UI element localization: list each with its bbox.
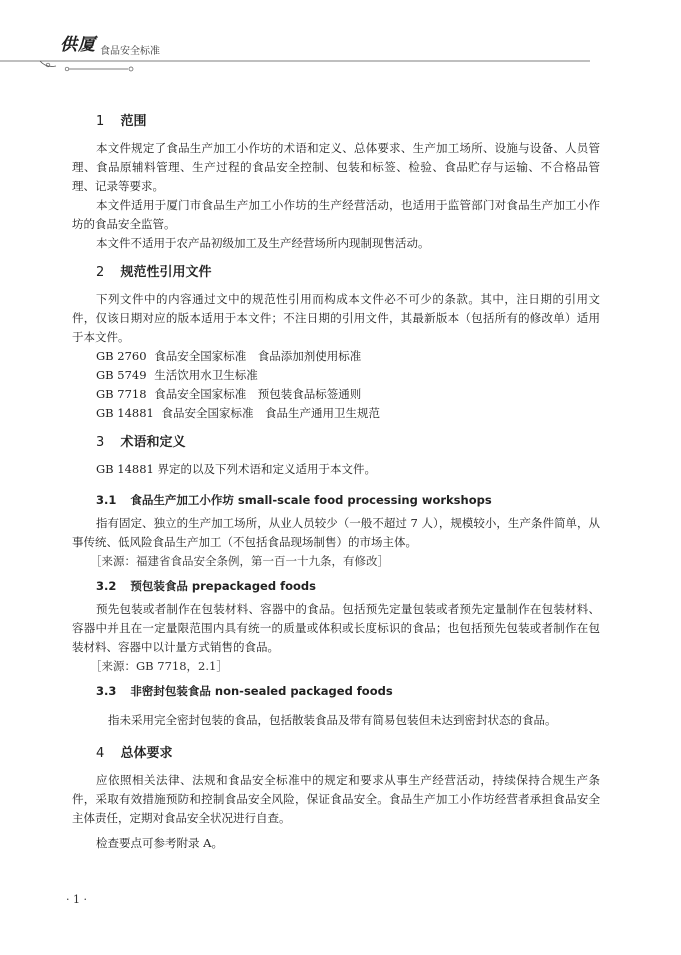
term-definition: 指未采用完全密封包装的食品，包括散装食品及带有简易包装但未达到密封状态的食品。 [108,713,557,727]
paragraph: 本文件不适用于农产品初级加工及生产经营场所内现制现售活动。 [96,236,430,250]
reference-title: 食品安全国家标准 预包装食品标签通则 [154,387,362,401]
reference-code: GB 14881 [96,406,154,420]
section-number: 1 [96,114,105,129]
reference-item [96,347,600,366]
term-source: ［来源：福建省食品安全条例，第一百一十九条，有修改］ [90,554,389,568]
section-heading-scope [96,112,600,131]
term-title: 非密封包装食品 non-sealed packaged foods [130,684,393,698]
document-body [72,112,600,853]
term-heading [96,577,600,596]
reference-title: 食品安全国家标准 食品添加剂使用标准 [154,349,362,363]
header-ornament-line [0,58,681,78]
term-definition: 指有固定、独立的生产加工场所，从业人员较少（一般不超过 7 人），规模较小，生产条件简单，从事传统、低风险食品生产加工（不包括食品现场制售）的市场主体。 [72,516,600,549]
page-header [0,0,681,80]
section-heading-terms [96,433,600,452]
reference-code: GB 2760 [96,349,147,363]
term-source: ［来源：GB 7718，2.1］ [90,659,228,673]
term-title: 食品生产加工小作坊 small-scale food processing workshops [130,493,492,507]
section-title: 规范性引用文件 [120,265,212,280]
paragraph: 本文件规定了食品生产加工小作坊的术语和定义、总体要求、生产加工场所、设施与设备、人员管理、食品原辅料管理、生产过程的食品安全控制、包装和标签、检验、食品贮存与运输、不合格品管理、记录等要求。 [72,141,600,193]
section-number: 4 [96,746,105,761]
brand-logo-script: 供厦 [60,35,96,55]
section-number: 3 [96,435,105,450]
section-heading-normative-references [96,263,600,282]
reference-item [96,404,600,423]
section-heading-general-requirements [96,744,600,763]
reference-title: 食品安全国家标准 食品生产通用卫生规范 [161,406,381,420]
paragraph: 本文件适用于厦门市食品生产加工小作坊的生产经营活动，也适用于监管部门对食品生产加工小作坊的食品安全监管。 [72,198,600,231]
term-number: 3.2 [96,579,117,593]
reference-title: 生活饮用水卫生标准 [154,368,258,382]
paragraph: 应依照相关法律、法规和食品安全标准中的规定和要求从事生产经营活动，持续保持合规生产条件，采取有效措施预防和控制食品安全风险，保证食品安全。食品生产加工小作坊经营者承担食品安全主体责任，定期对食品安全状况进行自查。 [72,773,600,825]
section-title: 术语和定义 [120,435,186,450]
brand-title: 食品安全标准 [100,46,160,57]
section-title: 范围 [120,114,147,129]
page-number: · 1 · [66,893,87,906]
term-number: 3.1 [96,493,117,507]
term-definition: 预先包装或者制作在包装材料、容器中的食品。包括预先定量包装或者预先定量制作在包装材料、容器中并且在一定量限范围内具有统一的质量或体积或长度标识的食品；也包括预先包装或者制作在包装材料、容器中以计量方式销售的食品。 [72,602,600,654]
paragraph: 下列文件中的内容通过文中的规范性引用而构成本文件必不可少的条款。其中，注日期的引用文件，仅该日期对应的版本适用于本文件；不注日期的引用文件，其最新版本（包括所有的修改单）适用于本文件。 [72,292,600,344]
term-title: 预包装食品 prepackaged foods [130,579,316,593]
reference-item [96,385,600,404]
section-number: 2 [96,265,105,280]
term-heading [96,491,600,510]
reference-item [96,366,600,385]
section-title: 总体要求 [120,746,173,761]
paragraph: 检查要点可参考附录 A。 [96,836,223,850]
reference-code: GB 5749 [96,368,147,382]
term-number: 3.3 [96,684,117,698]
paragraph: GB 14881 界定的以及下列术语和定义适用于本文件。 [96,462,377,476]
reference-code: GB 7718 [96,387,147,401]
term-heading [96,682,600,701]
